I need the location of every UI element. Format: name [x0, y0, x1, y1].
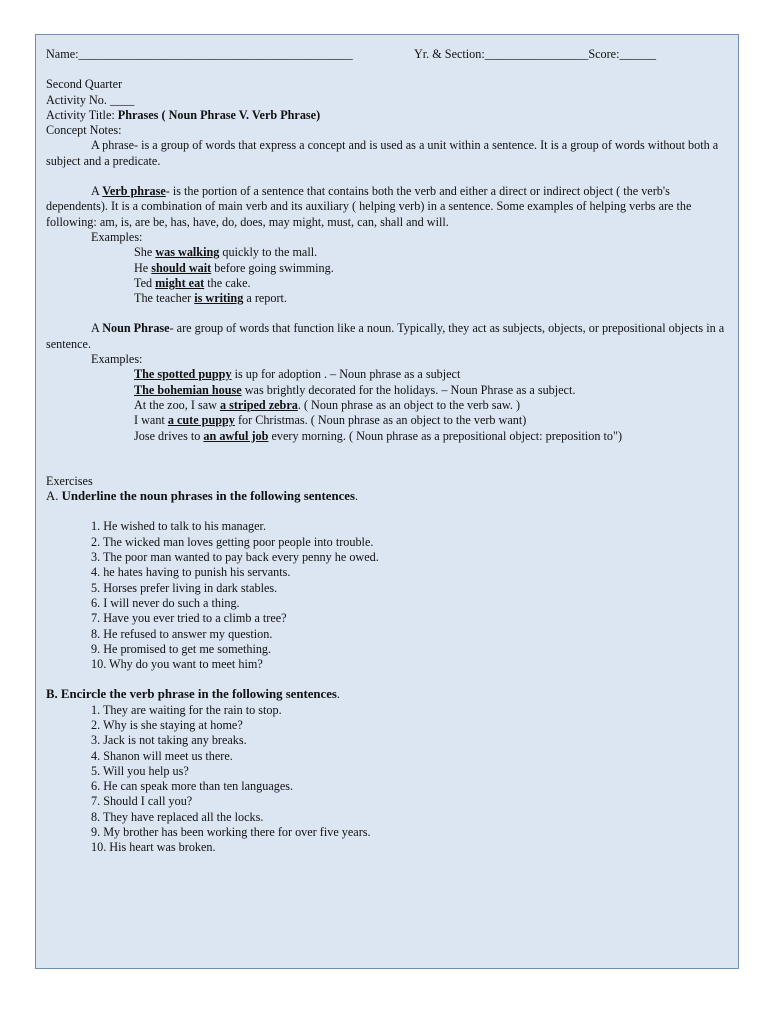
- spacer: [46, 169, 728, 184]
- list-item: 2. Why is she staying at home?: [91, 717, 243, 732]
- exercise-b-heading: B. Encircle the verb phrase in the following sentences.: [46, 687, 340, 702]
- spacer: [46, 504, 728, 519]
- list-item: 6. I will never do such a thing.: [91, 595, 240, 610]
- activity-title-text: Phrases ( Noun Phrase V. Verb Phrase): [117, 107, 321, 122]
- list-item: 10. Why do you want to meet him?: [91, 657, 263, 672]
- exercise-b-list: [46, 703, 728, 856]
- noun-phrase-definition: [46, 321, 728, 352]
- list-item: 8. He refused to answer my question.: [91, 626, 273, 641]
- noun-examples-label: Examples:: [91, 352, 143, 367]
- exercise-a-title: Underline the noun phrases in the following sentences: [61, 489, 355, 504]
- list-item: 1. They are waiting for the rain to stop.: [91, 702, 282, 717]
- list-item: 6. He can speak more than ten languages.: [91, 779, 294, 794]
- spacer: [46, 444, 728, 474]
- score-field: Score:______: [588, 47, 657, 61]
- verb-example: The teacher is writing a report.: [134, 291, 287, 306]
- section-field: Yr. & Section:_________________: [414, 47, 589, 61]
- list-item: 9. He promised to get me something.: [91, 641, 272, 656]
- noun-example: The spotted puppy is up for adoption . – Noun phrase as a subject: [134, 367, 461, 382]
- verb-example: She was walking quickly to the mall.: [134, 245, 318, 260]
- header-fields: [46, 47, 728, 62]
- spacer: [46, 306, 728, 321]
- list-item: 9. My brother has been working there for over five years.: [91, 825, 371, 840]
- list-item: 5. Will you help us?: [91, 763, 189, 778]
- list-item: 4. Shanon will meet us there.: [91, 748, 233, 763]
- list-item: 2. The wicked man loves getting poor people into trouble.: [91, 534, 374, 549]
- list-item: 7. Have you ever tried to a climb a tree?: [91, 611, 287, 626]
- verb-example: He should wait before going swimming.: [134, 260, 334, 275]
- exercises-label: Exercises: [46, 473, 93, 488]
- noun-phrase-definition-text: - are group of words that function like a noun. Typically, they act as subjects, objects, or prepositional objects in a sentence.: [46, 321, 725, 351]
- list-item: 8. They have replaced all the locks.: [91, 809, 264, 824]
- verb-phrase-term: Verb phrase: [102, 184, 166, 199]
- verb-phrase-definition-text: - is the portion of a sentence that contains both the verb and either a direct or indirect object ( the verb's dependents). It is a combination of main verb and its auxiliary ( helping verb) in a sentence. Some examples of helping verbs are the following: am, is, are be, has, have, do, does, may might, must, can, shall and will.: [46, 184, 692, 229]
- activity-number: Activity No. ____: [46, 92, 135, 107]
- noun-phrase-term: Noun Phrase: [102, 321, 170, 336]
- activity-title: [46, 108, 728, 123]
- exercise-a-list: [46, 519, 728, 672]
- verb-phrase-lead: A: [91, 184, 103, 199]
- spacer: [46, 672, 728, 687]
- activity-title-label: Activity Title:: [46, 107, 118, 122]
- noun-example: At the zoo, I saw a striped zebra. ( Noun phrase as an object to the verb saw. ): [134, 397, 521, 412]
- verb-example: Ted might eat the cake.: [134, 275, 251, 290]
- noun-example: Jose drives to an awful job every morning. ( Noun phrase as a prepositional object: preposition to"): [134, 428, 623, 443]
- list-item: 3. Jack is not taking any breaks.: [91, 733, 247, 748]
- spacer: [46, 62, 728, 77]
- noun-example: The bohemian house was brightly decorated for the holidays. – Noun Phrase as a subject.: [134, 382, 576, 397]
- list-item: 7. Should I call you?: [91, 794, 193, 809]
- worksheet: [35, 34, 739, 969]
- name-field: Name:_____________________________________________: [46, 47, 353, 61]
- quarter-label: Second Quarter: [46, 77, 123, 92]
- exercise-b-title: B. Encircle the verb phrase in the following sentences: [46, 687, 337, 702]
- exercise-a-heading: A. Underline the noun phrases in the following sentences.: [46, 489, 358, 504]
- noun-examples-list: [46, 367, 728, 443]
- verb-examples-label: Examples:: [91, 229, 143, 244]
- noun-example: I want a cute puppy for Christmas. ( Noun phrase as an object to the verb want): [134, 413, 527, 428]
- list-item: 10. His heart was broken.: [91, 840, 216, 855]
- concept-notes-label: Concept Notes:: [46, 123, 122, 138]
- noun-phrase-lead: A: [91, 321, 103, 336]
- list-item: 1. He wished to talk to his manager.: [91, 519, 266, 534]
- list-item: 4. he hates having to punish his servants.: [91, 565, 291, 580]
- phrase-definition: A phrase- is a group of words that express a concept and is used as a unit within a sentence. It is a group of words without both a subject and a predicate.: [46, 138, 719, 168]
- verb-phrase-definition: [46, 184, 728, 230]
- list-item: 5. Horses prefer living in dark stables.: [91, 580, 278, 595]
- list-item: 3. The poor man wanted to pay back every penny he owed.: [91, 550, 379, 565]
- verb-examples-list: [46, 245, 728, 306]
